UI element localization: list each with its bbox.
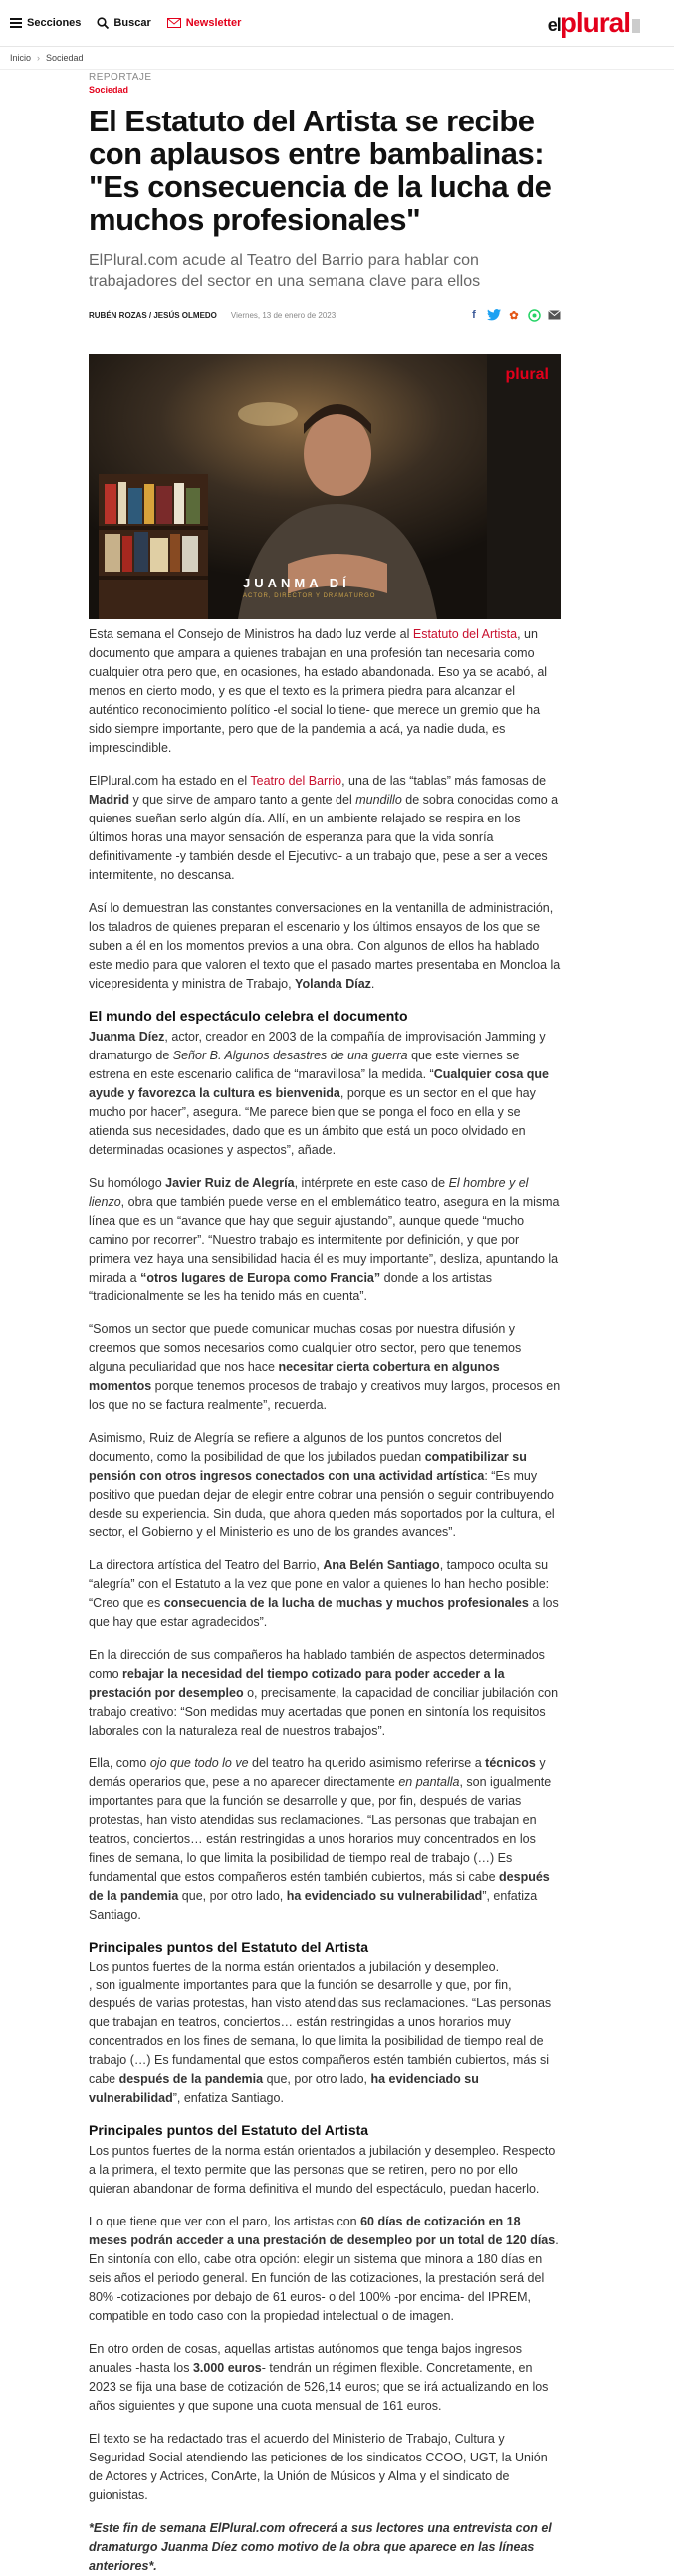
- hero-caption-role: ACTOR, DIRECTOR Y DRAMATURGO: [243, 593, 376, 599]
- article-date: Viernes, 13 de enero de 2023: [230, 310, 337, 320]
- paragraph: Los puntos fuertes de la norma están orientados a jubilación y desempleo.: [89, 1960, 500, 1974]
- article-body: [89, 625, 561, 1959]
- breadcrumb-home[interactable]: Inicio: [10, 53, 32, 63]
- paragraph: El texto se ha redactado tras el acuerdo del Ministerio de Trabajo, Cultura y Seguridad Social atendiendo las peticiones de los sindicatos CCOO, UGT, la Unión de Actores y Actrices, ConArte, la Unión de Músicos y Alma y el sindicato de guionistas.: [89, 2432, 548, 2502]
- hero-watermark: plural: [505, 366, 549, 383]
- subheading: Principales puntos del Estatuto del Artista: [89, 1939, 369, 1955]
- logo-plural: plural: [560, 7, 630, 38]
- site-logo[interactable]: [547, 7, 640, 38]
- estatuto-link[interactable]: Estatuto del Artista: [412, 627, 518, 641]
- breadcrumb: [0, 47, 674, 70]
- paragraph: En otro orden de cosas, aquellas artistas autónomos que tenga bajos ingresos anuales -hasta los 3.000 euros- tendrán un régimen flexible. Concretamente, en 2023 se fija una base de cotización de 526,14 euros; que se irá actualizando en los años siguientes y que supone una cuota mensual de 161 euros.: [89, 2342, 549, 2413]
- article-lead: ElPlural.com acude al Teatro del Barrio para hablar con trabajadores del sector en una semana clave para ellos: [89, 252, 481, 290]
- article-authors[interactable]: RUBÉN ROZAS / JESÚS OLMEDO: [89, 310, 217, 320]
- hamburger-icon: [10, 18, 22, 28]
- footnote: *Este fin de semana ElPlural.com ofrecerá a sus lectores una entrevista con el dramaturgo Juanma Díez como motivo de la obra que aparece en las líneas anteriores*.: [89, 2521, 552, 2573]
- newsletter-button[interactable]: [167, 17, 242, 29]
- meneame-icon[interactable]: ✿: [509, 309, 519, 322]
- search-label: Buscar: [113, 17, 151, 29]
- breadcrumb-current[interactable]: Sociedad: [46, 53, 84, 63]
- article-body-continued: [89, 1976, 561, 2573]
- paragraph: Juanma Díez, actor, creador en 2003 de la compañía de improvisación Jamming y dramaturgo de Señor B. Algunos desastres de una guerra que este viernes se estrena en este escenario califica de “maravillosa” la medida. “Cualquier cosa que ayude y favorezca la cultura es bienvenida, porque es un sector en el que hay mucho por hacer”, asegura. “Me parece bien que se ponga el foco en ella y se atienda sus necesidades, dado que es un ámbito que está un poco olvidado en determinadas ocasiones y aspectos”, añade.: [89, 1030, 550, 1157]
- top-bar: [0, 0, 674, 47]
- teatro-link[interactable]: Teatro del Barrio: [250, 774, 342, 788]
- byline: [89, 308, 561, 322]
- paragraph: Lo que tiene que ver con el paro, los artistas con 60 días de cotización en 18 meses podrán acceder a una prestación de desempleo por un total de 120 días. En sintonía con ello, cabe otra opción: elegir un sistema que minora a 180 días en seis años el periodo general. En función de las cotizaciones, la prestación será del 80% -cotizaciones por debajo de 61 euros- o del 100% -por encima- del IPREM, compatible en todo caso con la propiedad intelectual o de imagen.: [89, 2215, 559, 2323]
- share-bar: [461, 308, 561, 322]
- hero-caption-name: JUANMA DÍ: [243, 576, 350, 590]
- newsletter-label: Newsletter: [185, 17, 242, 29]
- search-icon: [97, 17, 109, 29]
- paragraph: En la dirección de sus compañeros ha hablado también de aspectos determinados como rebajar la necesidad del tiempo cotizado para poder acceder a la prestación por desempleo o, precisamente, la capacidad de conciliar jubilación con trabajo creativo: “Son medidas muy acertadas que ponen en sintonía los requisitos laborales con la naturaleza real de nuestros trabajos”.: [89, 1648, 559, 1738]
- breadcrumb-chevron-icon: ›: [37, 53, 41, 63]
- paragraph: , son igualmente importantes para que la función se desarrolle y que, por fin, después de varias protestas, han visto atendidas sus reclamaciones. “Las personas que trabajan en teatros, conciertos… están restringidas a unos horarios muy concentrados en los fines de semana, lo que limita la posibilidad de tiempo real de trabajo (…) Es fundamental que estos compañeros estén también cubiertos, más si cabe después de la pandemia que, por otro lado, ha evidenciado su vulnerabilidad”, enfatiza Santiago.: [89, 1978, 552, 2105]
- paragraph: Asimismo, Ruiz de Alegría se refiere a algunos de los puntos concretos del documento, como la posibilidad de que los jubilados puedan compatibilizar su pensión con otros ingresos conectados con una actividad artística: “Es muy positivo que puedan dejar de elegir entre cobrar una pensión o seguir contribuyendo desde su experiencia. Sin duda, que ahora queden más soportados por la cultura, el sector, el Gobierno y el Ministerio es uno de los grandes avances”.: [89, 1431, 555, 1539]
- hero-image: [89, 354, 561, 619]
- paragraph: ElPlural.com ha estado en el Teatro del Barrio, una de las “tablas” más famosas de Madrid y que sirve de amparo tanto a gente del mundillo de sobra conocidas como a quienes sueñan serlo algún día. Allí, en un ambiente relajado se respira en los últimos horas una mayor sensación de esperanza para que la vida sonría definitivamente -y también desde el Ejecutivo- a un trabajo que, pese a ser a veces intermitente, no descansa.: [89, 774, 559, 882]
- article-section[interactable]: Sociedad: [89, 85, 129, 95]
- logo-badge: [632, 19, 640, 33]
- paragraph: Los puntos fuertes de la norma están orientados a jubilación y desempleo. Respecto a la primera, el texto permite que las personas que se retiren, pero no por ello quieran abandonar de forma definitiva el mundo del espectáculo, puedan hacerlo.: [89, 2144, 556, 2196]
- article-title: El Estatuto del Artista se recibe con aplausos entre bambalinas: "Es consecuencia de la lucha de muchos profesionales": [89, 104, 552, 237]
- envelope-icon: [167, 18, 181, 28]
- facebook-icon[interactable]: f: [472, 309, 476, 321]
- paragraph: Esta semana el Consejo de Ministros ha dado luz verde al Estatuto del Artista, un documento que ampara a quienes trabajan en una profesión tan necesaria como cualquier otra pero que, en ocasiones, ha estado abandonada. Eso ya se acabó, al menos en cierto modo, y es que el texto es la primera piedra para alcanzar el auténtico reconocimiento político -el social lo tiene- que merece un gremio que ha sido siempre importante, pero que de la pandemia a acá, ya nadie duda, es imprescindible.: [89, 627, 548, 755]
- search-button[interactable]: [97, 17, 150, 29]
- whatsapp-icon[interactable]: [527, 308, 541, 322]
- subheading: Principales puntos del Estatuto del Artista: [89, 2122, 369, 2138]
- email-share-icon[interactable]: [547, 308, 561, 322]
- paragraph: Su homólogo Javier Ruiz de Alegría, intérprete en este caso de El hombre y el lienzo, obra que también puede verse en el emblemático teatro, asegura en la misma línea que es un “avance que hay que seguir ajustando”, aunque quede “mucho camino por recorrer”. “Nuestro trabajo es intermitente por definición, y que por primera vez haya una sensibilidad hacia él es muy importante”, desliza, apuntando la mirada a “otros lugares de Europa como Francia” donde a los artistas “tradicionalmente se les ha tenido más en cuenta”.: [89, 1176, 560, 1303]
- logo-el: el: [547, 15, 561, 35]
- subheading: El mundo del espectáculo celebra el documento: [89, 1008, 408, 1024]
- sections-menu-button[interactable]: [10, 17, 81, 29]
- sections-label: Secciones: [27, 17, 82, 29]
- paragraph: La directora artística del Teatro del Barrio, Ana Belén Santiago, tampoco oculta su “alegría” con el Estatuto a la vez que pone en valor a quienes lo han hecho posible: “Creo que es consecuencia de la lucha de muchas y muchos profesionales a los que hay que estar agradecidos”.: [89, 1558, 559, 1629]
- twitter-icon[interactable]: [487, 308, 501, 322]
- paragraph: Ella, como ojo que todo lo ve del teatro ha querido asimismo referirse a técnicos y demás operarios que, pese a no aparecer directamente en pantalla, son igualmente importantes para que la función se desarrolle y que, por fin, después de varias protestas, han visto atendidas sus reclamaciones. “Las personas que trabajan en teatros, conciertos… están restringidas a unos horarios muy concentrados en los fines de semana, lo que limita la posibilidad de tiempo real de trabajo (…) Es fundamental que estos compañeros estén también cubiertos, más si cabe después de la pandemia que, por otro lado, ha evidenciado su vulnerabilidad”, enfatiza Santiago.: [89, 1756, 552, 1922]
- paragraph: Así lo demuestran las constantes conversaciones en la ventanilla de administración, los taladros de quienes preparan el escenario y los últimos ensayos de los que se suben a él en los momentos previos a una obra. Con algunos de ellos ha hablado este medio para que valoren el texto que el pasado martes presentaba en Moncloa la vicepresidenta y ministra de Trabajo, Yolanda Díaz.: [89, 901, 561, 991]
- paragraph: “Somos un sector que puede comunicar muchas cosas por nuestra difusión y creemos que somos necesarios como cualquier otro sector, pero que tenemos alguna peculiaridad que nos hace necesitar cierta cobertura en algunos momentos porque tenemos procesos de trabajo y creativos muy largos, procesos en los que no se factura realmente”, recuerda.: [89, 1322, 561, 1412]
- article-header: [89, 72, 561, 322]
- article-kicker: REPORTAJE: [89, 72, 152, 83]
